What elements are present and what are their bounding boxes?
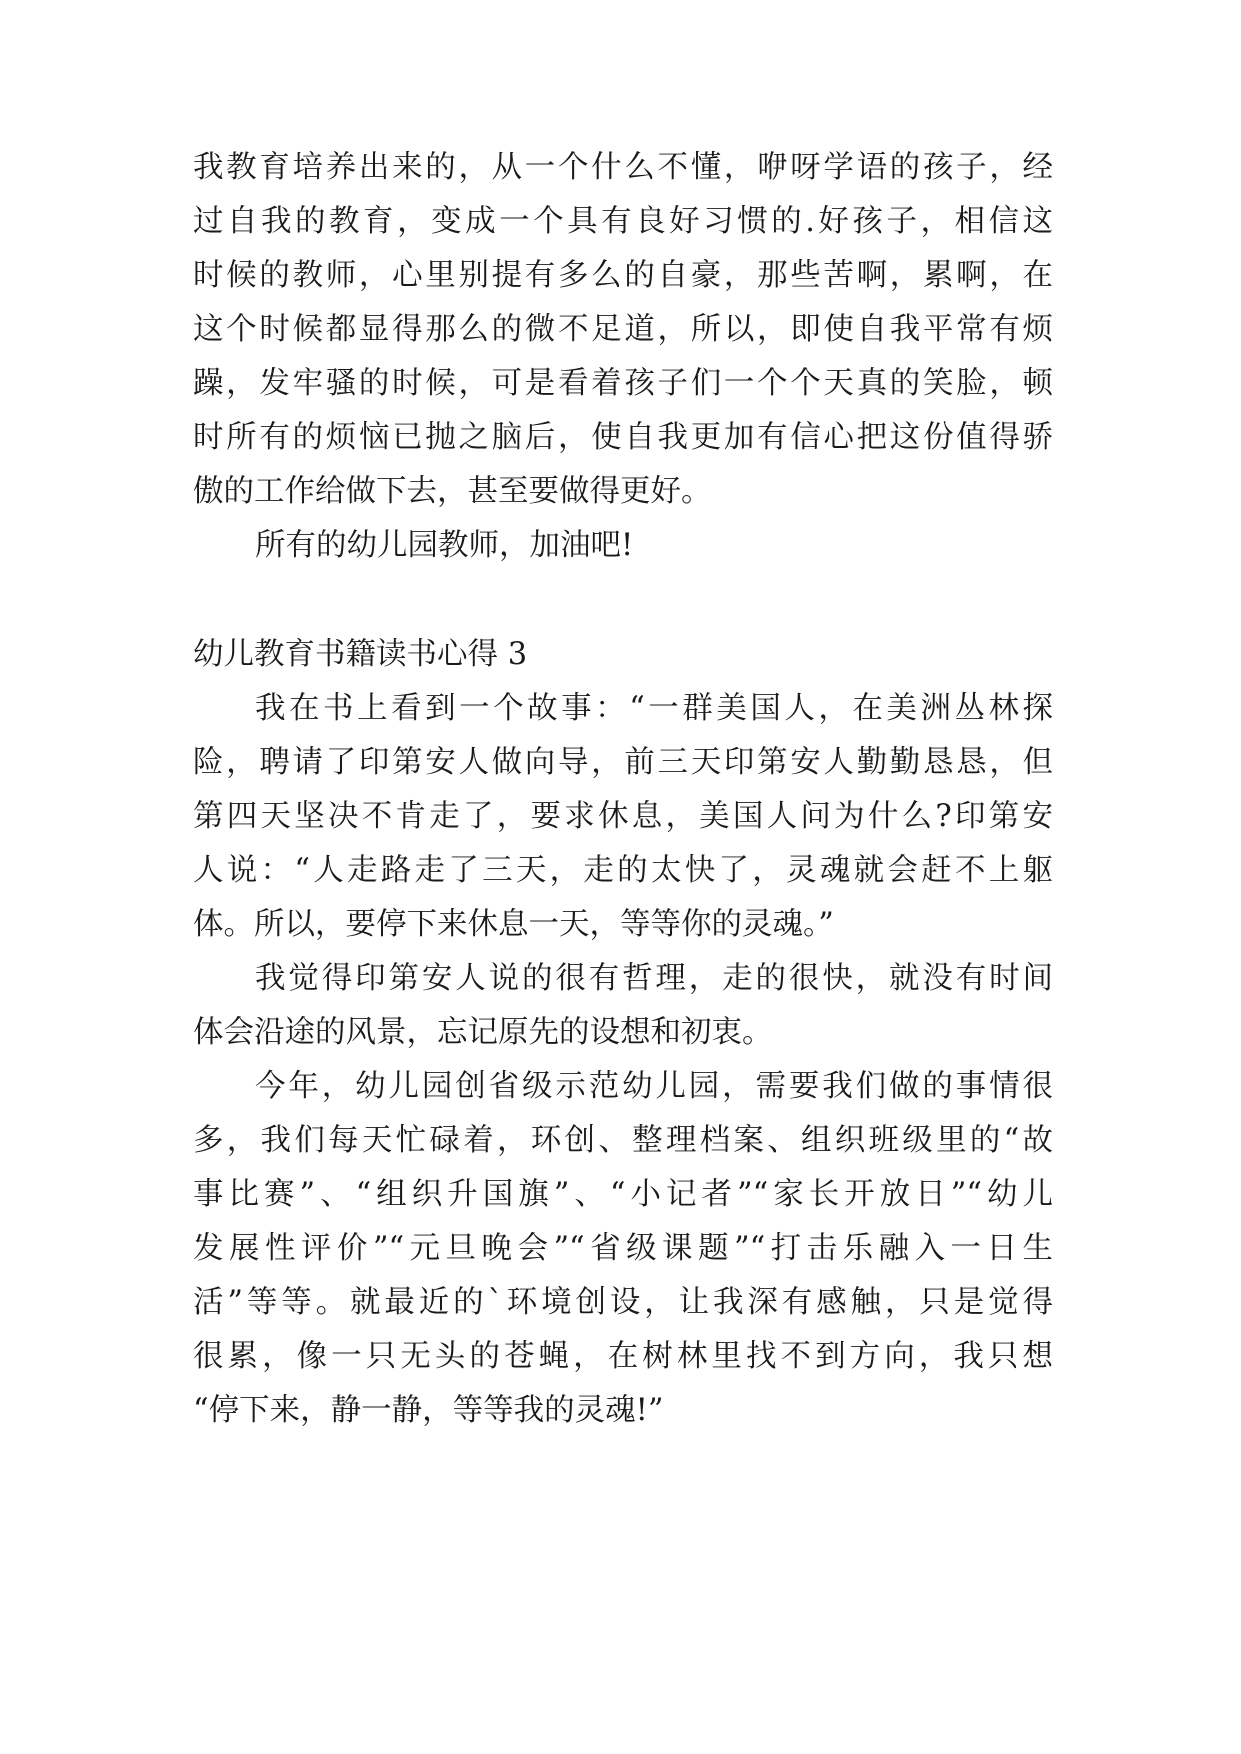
paragraph-line: 活”等等。就最近的`环境创设，让我深有感触，只是觉得	[193, 1285, 1053, 1320]
paragraph-line: 过自我的教育，变成一个具有良好习惯的.好孩子，相信这	[193, 204, 1053, 239]
paragraph-line: 时候的教师，心里别提有多么的自豪，那些苦啊，累啊，在	[193, 258, 1053, 293]
paragraph-line: 我在书上看到一个故事：“一群美国人，在美洲丛林探	[255, 691, 1053, 726]
paragraph-line: 这个时候都显得那么的微不足道，所以，即使自我平常有烦	[193, 312, 1053, 347]
paragraph-line: 傲的工作给做下去，甚至要做得更好。	[193, 474, 712, 509]
closing-line: 所有的幼儿园教师，加油吧!	[255, 528, 634, 563]
paragraph-line: 发展性评价”“元旦晚会”“省级课题”“打击乐融入一日生	[193, 1231, 1053, 1266]
paragraph-line: 今年，幼儿园创省级示范幼儿园，需要我们做的事情很	[255, 1069, 1053, 1104]
paragraph-line: 躁，发牢骚的时候，可是看着孩子们一个个天真的笑脸，顿	[193, 366, 1053, 401]
section-title: 幼儿教育书籍读书心得 3	[193, 637, 528, 672]
paragraph-line: 我觉得印第安人说的很有哲理，走的很快，就没有时间	[255, 961, 1053, 996]
paragraph-line: 险，聘请了印第安人做向导，前三天印第安人勤勤恳恳，但	[193, 745, 1053, 780]
paragraph-line: 时所有的烦恼已抛之脑后，使自我更加有信心把这份值得骄	[193, 420, 1053, 455]
paragraph-line: 体。所以，要停下来休息一天，等等你的灵魂。”	[193, 907, 834, 942]
paragraph-line: 体会沿途的风景，忘记原先的设想和初衷。	[193, 1015, 773, 1050]
paragraph-line: 我教育培养出来的，从一个什么不懂，咿呀学语的孩子，经	[193, 150, 1053, 185]
paragraph-line: “停下来，静一静，等等我的灵魂!”	[193, 1393, 664, 1428]
paragraph-line: 很累，像一只无头的苍蝇，在树林里找不到方向，我只想	[193, 1339, 1053, 1374]
paragraph-line: 人说：“人走路走了三天，走的太快了，灵魂就会赶不上躯	[193, 853, 1053, 888]
paragraph-line: 多，我们每天忙碌着，环创、整理档案、组织班级里的“故	[193, 1123, 1053, 1158]
paragraph-line: 第四天坚决不肯走了，要求休息，美国人问为什么?印第安	[193, 799, 1053, 834]
paragraph-line: 事比赛”、“组织升国旗”、“小记者”“家长开放日”“幼儿	[193, 1177, 1053, 1212]
